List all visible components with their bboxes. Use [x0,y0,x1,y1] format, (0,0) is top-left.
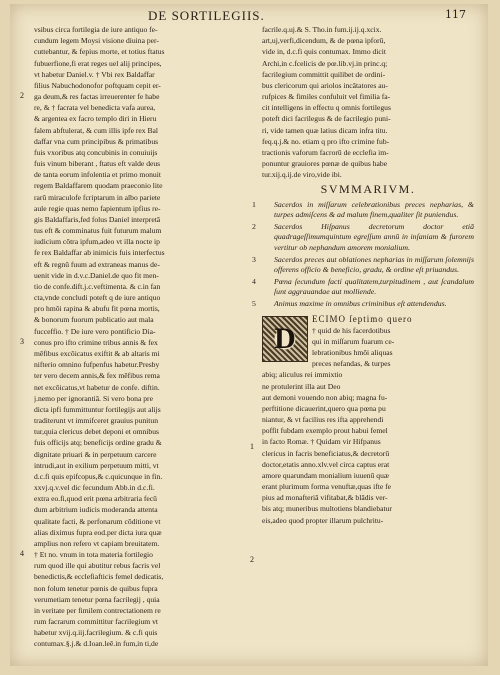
text-line: † Et no. vnum in tota materia fortilegio [34,550,153,560]
summarium-item [252,199,474,221]
text-line: qui in miſſarum fuarum ce- [312,336,395,346]
text-line: mēfibus excōicatus exiftit & ab altaris mi [34,348,160,358]
text-line: tur.xij.q.ij.de viro,vide ibi. [262,170,342,180]
summarium-list [252,199,474,310]
text-line: fuis officijs atq; beneficijs ordine gradu & [34,438,162,448]
text-line: poffit fubdam exemplo prout habui femel [262,426,388,436]
margin-number: 1 [250,442,254,451]
text-line: falem abftulerat, & cum illis ipfe rex Bal [34,125,158,135]
text-line: non folum tenetur pœnis de quibus fupra [34,583,158,593]
text-line: de tanta eorum infolentia et primo monuit [34,170,161,180]
margin-number: 2 [20,91,24,100]
text-line: tur,quia clericus debet deponi et omnibus [34,427,159,437]
text-line: xxvj.q.v.vel dic fecundum Abb.in d.c.fi. [34,483,155,493]
text-line: dicta ipfi fummittuntur fortilegijs aut alijs [34,404,161,414]
text-line: conus pro ifto crimine tribus annis & fex [34,337,158,347]
text-line: cit intelligens in effectu q omnis fortilegus [262,103,391,113]
text-line: traditerunt vt immifceret grauius punitun [34,416,158,426]
text-line: aut demoni vouendo non abiq; magna fu- [262,392,388,402]
text-line: contumax.§.j.& d.Ioan.leē.in fum,in ti,de [34,639,159,649]
text-line: niantur, & vt facilius res ifta apprehendi [262,415,384,425]
summarium-number: 1 [252,199,256,209]
text-line: intrudi,aut in exilium perpetuum mitti, vt [34,460,159,470]
text-line: nifterio omnino fufpenfus habetur.Presby [34,360,160,370]
summarium-item [252,276,474,298]
text-line: aule regie quas nemo fapientum ipfius re- [34,203,161,213]
decorated-initial: D [262,316,308,362]
continued-text [262,24,474,180]
summarium-text: Pœna ſecundum facti qualitatem,turpitudinem , aut ſcandalum ſunt aggrauandae aut molliende. [274,276,474,297]
text-line: eft & regnū fuum ad extraneas manus de- [34,259,160,269]
summarium-text: Sacerdos Hiſpanus decretorum doctor etiā quadrageſſimumquintum egreſſum annū in inſaniam & furorem vertitur ob nephandum amorem monialium. [274,221,474,252]
book-page [10,4,488,666]
text-line: qualitate facti, & perfonarum cōditione vt [34,516,161,526]
chapter-body [262,314,474,526]
text-line: j.nemo per ignorantiā. Si vero bona pre [34,393,153,403]
summarium-number: 5 [252,298,256,308]
text-line: bus clericorum qui ariolos incātatores au- [262,80,388,90]
text-line: & bonorum fuorum publicatio aut mala [34,315,154,325]
text-line: art,uj,verfi,dicendum, & de pœna ipforū, [262,36,386,46]
text-line: dignitate priuari & in perpetuum carcere [34,449,157,459]
text-line: uenit vide in d.v.c.Daniel.de quo fit men- [34,270,159,280]
summarium-text: Sacerdos in miſſarum celebrationibus preces nepharias, & turpes admiſcens & ad malum finem,qualiter ſit puniendus. [274,199,474,220]
text-line: vide in, d.c.fi quis contumax. Immo dicit [262,47,387,57]
text-line: rarū miraculofe fcriptarum in albo pariete [34,192,161,202]
text-line: doctor,etatis anno.xlv.vel circa captus erat [262,459,390,469]
text-line: lebrationibus hmōi aliquas [312,348,393,358]
text-line: cta,vnde concludi poteft q de iure antiquo [34,293,161,303]
text-line: feq.q.j.& no. etiam q pro ifto crimine fub- [262,136,390,146]
text-line: fe rex Baldaffar ab inimicis fuis interfectus [34,248,165,258]
text-line: tus eft & comminatus fuit futurum malum [34,226,162,236]
text-line: poteft dici facrilegus & de facrilegio puni- [262,114,391,124]
text-line: fuis vxoribus atq concubinis in conuiuijs [34,147,158,157]
text-line: re, & † facrata vel benedicta vafa aurea, [34,103,156,113]
summarium-number: 2 [252,221,256,231]
text-line: amore quarundam monialium iuuenū quæ [262,470,389,480]
text-line: facrilegium committit quilibet de ordini- [262,69,386,79]
text-line: in veritate per fimilem contrectationem re [34,605,161,615]
text-line: abiq; aliculus rei immixtio [262,370,343,380]
text-line: ter vero decem annis,& fex mēfibus rema [34,371,160,381]
summarium-text: Sacerdos preces aut oblationes nepharias in miſſarum ſolemnijs offerens officio & beneficio, gradu, & ordine eſt priuandus. [274,254,474,275]
text-line: & argentea ex facro templo diri in Hieru [34,114,157,124]
text-line: rum quod ille qui abutitur rebus facris vel [34,561,161,571]
text-line: fubuerfione,fi erat reges uel alij principes, [34,58,162,68]
margin-number: 3 [20,337,24,346]
margin-number: 4 [20,549,24,558]
text-line: cundum legem Moysi visione diuina per- [34,36,159,46]
text-line: vt habetur Daniel.v. † Vbi rex Baldaffar [34,69,155,79]
text-line: eis,adeo quod propter illarum pulchritu- [262,515,384,525]
text-line: pro hmōi rapina & abufu fit pœna mortis, [34,304,160,314]
text-line: d.c.fi quis epifcopus,& c.quicunque in fin. [34,471,163,481]
text-line: rum facrarum committitur facrilegium vt [34,617,158,627]
text-line: clericus in facris beneficiatus,& decretorū [262,448,390,458]
summarium-item [252,254,474,276]
text-line: † quid de his facerdotibus [312,325,391,335]
right-column [252,24,474,526]
text-line: Archi,in c.fcelicis de pœ.lib.vj.in princ.q; [262,58,388,68]
text-line: verumetiam tenetur pœna facrilegij , quia [34,594,160,604]
summarium-number: 4 [252,276,256,286]
summarium-text: Animus maxime in omnibus criminibus eſt attendendus. [274,298,447,308]
text-line: erant plurimum forma venuftæ,quas ifte fe [262,482,392,492]
text-line: regem Baldaffarem quodam praeconio lite [34,181,163,191]
text-line: ECIMO ſeptimo quero [312,313,413,324]
text-line: dum arbitrium iudicis moderanda attenta [34,505,158,515]
page-number: 117 [445,8,466,21]
text-line: ponuntur grauiores pœnæ de quibus habe [262,159,388,169]
summarium-item [252,298,474,310]
text-line: vsibus circa fortilegia de iure antiquo fe- [34,25,158,34]
text-line: perftitione dicauerint,quero qua pœna pu [262,403,386,413]
summarium-item [252,221,474,254]
text-line: fucceffio. † De iure vero pontificio Dia- [34,326,156,336]
text-line: iudicium cōtra ipfum,adeo vt illa nocte ip [34,237,160,247]
text-line: fuis vinum biberant , ftatus eft valde deus [34,159,161,169]
text-line: alias diximus fupra eod.per dicta iura quæ [34,527,162,537]
text-line: ri, vide tamen quæ latius dicam infra titu. [262,125,388,135]
text-line: gis Baldaffaris,fed folus Daniel interpretā [34,214,161,224]
text-line: cuttebantur, & fepius morte, et totius ftatus [34,47,165,57]
text-line: ne protulerint illa aut Deo [262,381,341,391]
text-line: facrile.q.uj.& S. Tho.in fum.ij.ij.q.xcix. [262,25,382,34]
text-line: net excōicatus,vt habetur de confe. diftin. [34,382,160,392]
text-line: benedictis,& ecclefiafticis femel dedicatis, [34,572,164,582]
text-line: in facto Romæ. † Quidam vir Hifpanus [262,437,381,447]
text-line: habetur xvij.q.iij.facrilegium. & c.fi quis [34,628,158,638]
summarium-number: 3 [252,254,256,264]
running-title: DE SORTILEGIIS. [148,8,265,23]
summarium-heading: SVMMARIVM. [320,182,416,197]
text-line: bis atq; muneribus multotiens blandiebatur [262,504,392,514]
text-line: daffar vna cum principibus & primatibus [34,136,159,146]
page-header [10,8,488,24]
text-line: amplius non refero vt capiam breuitatem. [34,538,160,548]
text-line: preces nefandas, & turpes [312,359,391,369]
margin-number: 2 [250,555,254,564]
text-line: pius ad monafteriā vifitabat,& blādis ver- [262,493,388,503]
text-line: rufpices & fimiles confuluit vel fimilia fa- [262,92,391,102]
text-line: filius Nabuchodonofor poftquam cepit er- [34,80,161,90]
text-line: tio de confe.dift.j.c.veftimenta. & c.in fan [34,281,161,291]
left-column [34,24,242,650]
text-line: ga deum,& res factas irreuerenter fe habe [34,92,160,102]
text-line: extra eo.fi,quod erit pœna arbitraria fecū [34,494,157,504]
text-line: tractionis vaforum facrorū de ecclefia im- [262,147,389,157]
